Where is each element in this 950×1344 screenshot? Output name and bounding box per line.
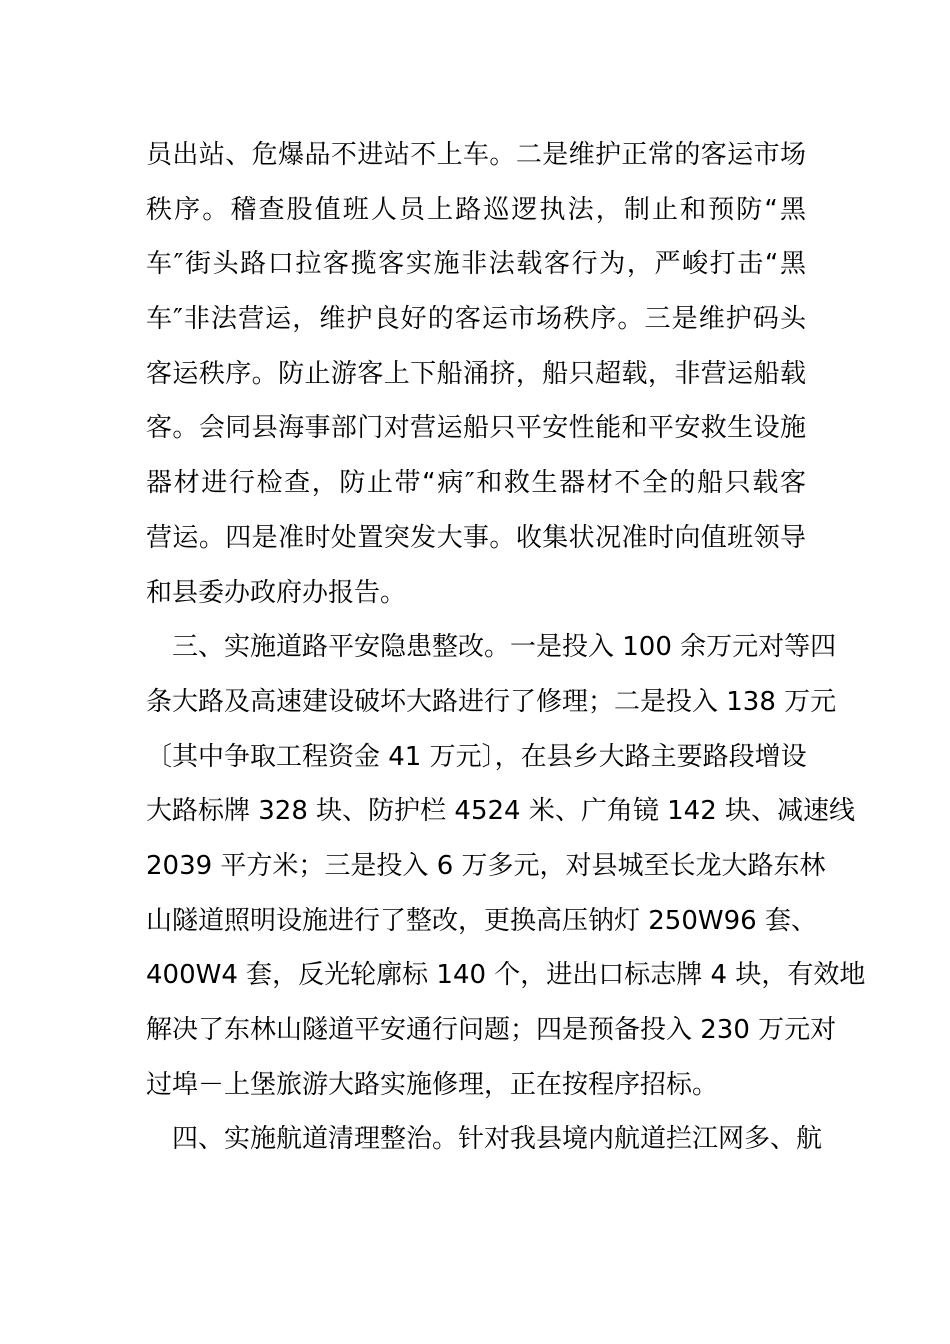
text-line: 大路标牌 328 块、防护栏 4524 米、广角镜 142 块、减速线 bbox=[146, 796, 856, 827]
text-line: 条大路及高速建设破坏大路进行了修理；二是投入 138 万元 bbox=[146, 686, 837, 717]
paragraph-end-line: 和县委办政府办报告。 bbox=[146, 577, 407, 608]
section-heading-line: 三、实施道路平安隐患整改。一是投入 100 余万元对等四 bbox=[172, 632, 837, 663]
text-line: 秩序。稽查股值班人员上路巡逻执法，制止和预防“黑 bbox=[146, 194, 806, 225]
text-line: 山隧道照明设施进行了整改，更换高压钠灯 250W96 套、 bbox=[146, 905, 817, 936]
section-heading-line: 四、实施航道清理整治。针对我县境内航道拦江网多、航 bbox=[172, 1124, 823, 1155]
text-line: 员出站、危爆品不进站不上车。二是维护正常的客运市场 bbox=[146, 140, 806, 170]
text-line: 〔其中争取工程资金 41 万元〕，在县乡大路主要路段增设 bbox=[146, 741, 807, 772]
document-body bbox=[146, 128, 866, 1167]
text-line: 400W4 套，反光轮廓标 140 个，进出口标志牌 4 块，有效地 bbox=[146, 960, 866, 991]
text-line: 解决了东林山隧道平安通行问题；四是预备投入 230 万元对 bbox=[146, 1015, 837, 1045]
text-line: 车″非法营运，维护良好的客运市场秩序。三是维护码头 bbox=[146, 304, 806, 335]
text-line: 营运。四是准时处置突发大事。收集状况准时向值班领导 bbox=[146, 522, 806, 553]
text-line: 车″街头路口拉客揽客实施非法载客行为，严峻打击“黑 bbox=[146, 249, 806, 280]
paragraph-end-line: 过埠－上堡旅游大路实施修理，正在按程序招标。 bbox=[146, 1069, 719, 1100]
text-line: 器材进行检查，防止带“病″和救生器材不全的船只载客 bbox=[146, 468, 806, 499]
text-line: 2039 平方米；三是投入 6 万多元，对县城至长龙大路东林 bbox=[146, 850, 826, 881]
text-line: 客运秩序。防止游客上下船涌挤，船只超载，非营运船载 bbox=[146, 358, 806, 389]
text-line: 客。会同县海事部门对营运船只平安性能和平安救生设施 bbox=[146, 413, 806, 444]
